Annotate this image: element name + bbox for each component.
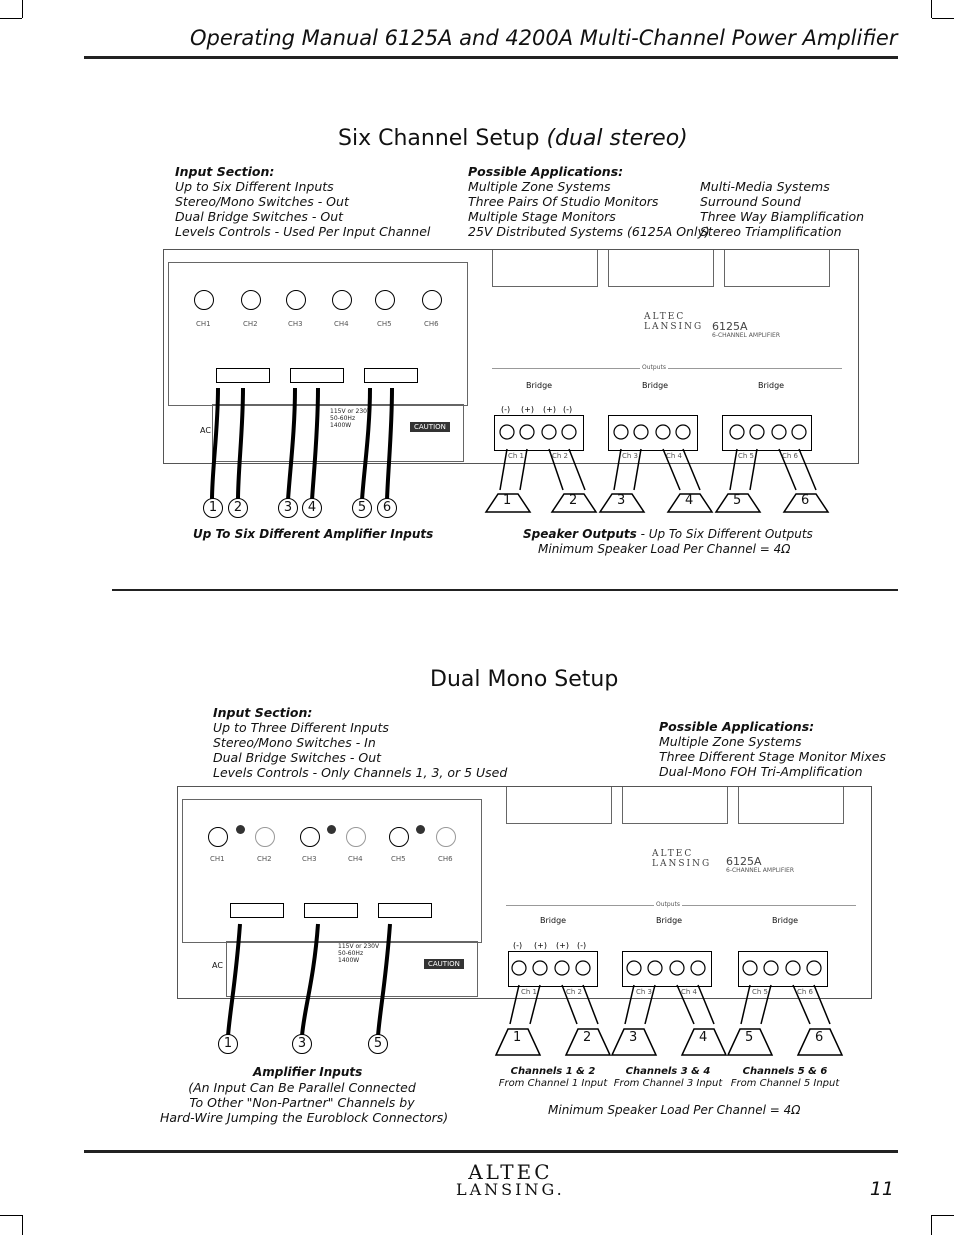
footer-logo — [456, 1162, 565, 1198]
speaker-number: 1 — [513, 1030, 522, 1045]
speaker-number: 3 — [617, 493, 626, 508]
input-number: 2 — [228, 498, 248, 518]
polarity-label: (+) — [521, 405, 534, 414]
input-line: Stereo/Mono Switches - In — [213, 735, 376, 750]
power-line: 1400W — [338, 957, 360, 964]
brand-top: ALTEC — [644, 312, 686, 322]
bridge-label: Bridge — [758, 381, 785, 390]
six-caption-left: Up To Six Different Amplifier Inputs — [193, 527, 434, 541]
application-item: Three Different Stage Monitor Mixes — [659, 749, 886, 764]
brand-bottom: LANSING — [652, 859, 712, 869]
channel-label-ch6: CH6 — [438, 855, 453, 863]
application-item: Multiple Stage Monitors — [468, 209, 616, 224]
channel-label-ch2: CH2 — [243, 320, 258, 328]
channel-group-title: Channels 5 & 6 — [742, 1066, 828, 1077]
ac-label: AC — [212, 961, 223, 970]
speaker-wire — [741, 985, 750, 1024]
channel-label-ch2: CH2 — [257, 855, 272, 863]
input-number: 4 — [302, 498, 322, 518]
speaker-wire — [510, 985, 519, 1024]
speaker-wire — [625, 985, 634, 1024]
output-ch-label: Ch 5 — [738, 452, 755, 460]
speaker-wire — [698, 985, 714, 1024]
outputs-label: Outputs — [642, 364, 666, 371]
footer-rule — [84, 1150, 898, 1153]
bridge-label: Bridge — [526, 381, 553, 390]
channel-group — [725, 1066, 845, 1090]
bridge-label: Bridge — [642, 381, 669, 390]
six-title-main: Six Channel Setup — [338, 126, 547, 151]
speaker-wire — [814, 985, 830, 1024]
bridge-label: Bridge — [772, 916, 799, 925]
output-ch-label: Ch 6 — [797, 988, 814, 996]
channel-label-ch1: CH1 — [196, 320, 211, 328]
speaker-number: 3 — [629, 1030, 638, 1045]
channel-label-ch6: CH6 — [424, 320, 439, 328]
speaker-number: 2 — [569, 493, 578, 508]
output-ch-label: Ch 3 — [636, 988, 653, 996]
polarity-label: (-) — [563, 405, 573, 414]
logo-top: ALTEC — [468, 1160, 553, 1184]
input-number: 3 — [278, 498, 298, 518]
speaker-number: 4 — [685, 493, 694, 508]
channel-group — [493, 1066, 613, 1090]
mono-min-load: Minimum Speaker Load Per Channel = 4Ω — [548, 1103, 801, 1117]
channel-label-ch4: CH4 — [334, 320, 349, 328]
polarity-label: (-) — [513, 941, 523, 950]
note-line: (An Input Can Be Parallel Connected — [188, 1080, 416, 1095]
power-line: 50-60Hz — [338, 950, 364, 957]
polarity-label: (+) — [556, 941, 569, 950]
channel-group-title: Channels 3 & 4 — [625, 1066, 711, 1077]
channel-label-ch3: CH3 — [302, 855, 317, 863]
speaker-number: 6 — [815, 1030, 824, 1045]
output-ch-label: Ch 4 — [681, 988, 698, 996]
application-item: Multi-Media Systems — [700, 179, 830, 194]
input-cable — [228, 924, 240, 1036]
input-line: Stereo/Mono Switches - Out — [175, 194, 349, 209]
note-line: To Other "Non-Partner" Channels by — [189, 1095, 415, 1110]
polarity-label: (+) — [534, 941, 547, 950]
application-item: Multiple Zone Systems — [659, 734, 802, 749]
channel-group — [608, 1066, 728, 1090]
output-ch-label: Ch 6 — [782, 452, 799, 460]
output-ch-label: Ch 4 — [666, 452, 683, 460]
applications-title: Possible Applications: — [659, 719, 815, 734]
output-ch-label: Ch 2 — [552, 452, 569, 460]
application-item: Stereo Triamplification — [700, 224, 842, 239]
ac-label: AC — [200, 426, 211, 435]
input-number: 3 — [292, 1034, 312, 1054]
logo-bottom: LANSING. — [456, 1180, 565, 1199]
panel-model-sub: 6-CHANNEL AMPLIFIER — [726, 867, 794, 874]
application-item: Three Way Biamplification — [700, 209, 865, 224]
speaker-number: 5 — [745, 1030, 754, 1045]
speaker-number: 2 — [583, 1030, 592, 1045]
input-cable — [378, 924, 390, 1036]
power-line: 115V or 230V — [330, 408, 372, 415]
input-line: Dual Bridge Switches - Out — [175, 209, 344, 224]
power-line: 115V or 230V — [338, 943, 380, 950]
page-header: Operating Manual 6125A and 4200A Multi-Channel Power Amplifier — [190, 26, 898, 50]
panel-model: 6125A — [726, 855, 762, 868]
speaker-number: 4 — [699, 1030, 708, 1045]
input-section-title: Input Section: — [175, 164, 275, 179]
input-line: Up to Three Different Inputs — [213, 720, 389, 735]
channel-label-ch5: CH5 — [391, 855, 406, 863]
panel-model: 6125A — [712, 320, 748, 333]
six-title-italic: (dual stereo) — [546, 126, 688, 151]
application-item: Multiple Zone Systems — [468, 179, 611, 194]
output-ch-label: Ch 1 — [521, 988, 538, 996]
polarity-label: (-) — [501, 405, 511, 414]
note-line: Hard-Wire Jumping the Euroblock Connectors) — [160, 1110, 449, 1125]
speaker-wire — [583, 985, 598, 1024]
input-line: Levels Controls - Used Per Input Channel — [175, 224, 431, 239]
channel-group-sub: From Channel 5 Input — [730, 1078, 840, 1089]
applications-title: Possible Applications: — [468, 164, 624, 179]
channel-label-ch5: CH5 — [377, 320, 392, 328]
caption-rest: - Up To Six Different Outputs — [636, 527, 813, 541]
outputs-label: Outputs — [656, 901, 680, 908]
channel-group-sub: From Channel 1 Input — [498, 1078, 608, 1089]
output-ch-label: Ch 5 — [752, 988, 769, 996]
input-section-title: Input Section: — [213, 705, 313, 720]
brand-bottom: LANSING — [644, 322, 704, 332]
bridge-label: Bridge — [656, 916, 683, 925]
polarity-label: (-) — [577, 941, 587, 950]
page-number: 11 — [869, 1178, 894, 1200]
output-ch-label: Ch 3 — [622, 452, 639, 460]
six-min-load: Minimum Speaker Load Per Channel = 4Ω — [538, 542, 791, 556]
application-item: Three Pairs Of Studio Monitors — [468, 194, 659, 209]
input-number: 6 — [377, 498, 397, 518]
application-item: 25V Distributed Systems (6125A Only) — [468, 224, 710, 239]
output-ch-label: Ch 1 — [508, 452, 525, 460]
input-line: Levels Controls - Only Channels 1, 3, or 5 Used — [213, 765, 508, 780]
speaker-number: 5 — [733, 493, 742, 508]
channel-group-sub: From Channel 3 Input — [613, 1078, 723, 1089]
output-ch-label: Ch 2 — [566, 988, 583, 996]
dual-mono-title: Dual Mono Setup — [430, 667, 619, 692]
input-number: 5 — [368, 1034, 388, 1054]
channel-group-title: Channels 1 & 2 — [510, 1066, 596, 1077]
input-number: 1 — [203, 498, 223, 518]
input-line: Up to Six Different Inputs — [175, 179, 334, 194]
channel-label-ch1: CH1 — [210, 855, 225, 863]
input-cable — [302, 924, 318, 1036]
application-item: Surround Sound — [700, 194, 801, 209]
channel-label-ch4: CH4 — [348, 855, 363, 863]
caution-label: CAUTION — [424, 959, 464, 969]
panel-model-sub: 6-CHANNEL AMPLIFIER — [712, 332, 780, 339]
brand-top: ALTEC — [652, 849, 694, 859]
polarity-label: (+) — [543, 405, 556, 414]
input-number: 5 — [352, 498, 372, 518]
input-line: Dual Bridge Switches - Out — [213, 750, 382, 765]
channel-label-ch3: CH3 — [288, 320, 303, 328]
speaker-number: 1 — [503, 493, 512, 508]
amplifier-inputs-title: Amplifier Inputs — [253, 1065, 363, 1079]
bridge-label: Bridge — [540, 916, 567, 925]
speaker-number: 6 — [801, 493, 810, 508]
amplifier-inputs-note — [160, 1080, 449, 1125]
caption-bold: Speaker Outputs — [523, 527, 637, 541]
power-line: 1400W — [330, 422, 352, 429]
power-line: 50-60Hz — [330, 415, 356, 422]
caution-label: CAUTION — [410, 422, 450, 432]
input-number: 1 — [218, 1034, 238, 1054]
application-item: Dual-Mono FOH Tri-Amplification — [659, 764, 863, 779]
